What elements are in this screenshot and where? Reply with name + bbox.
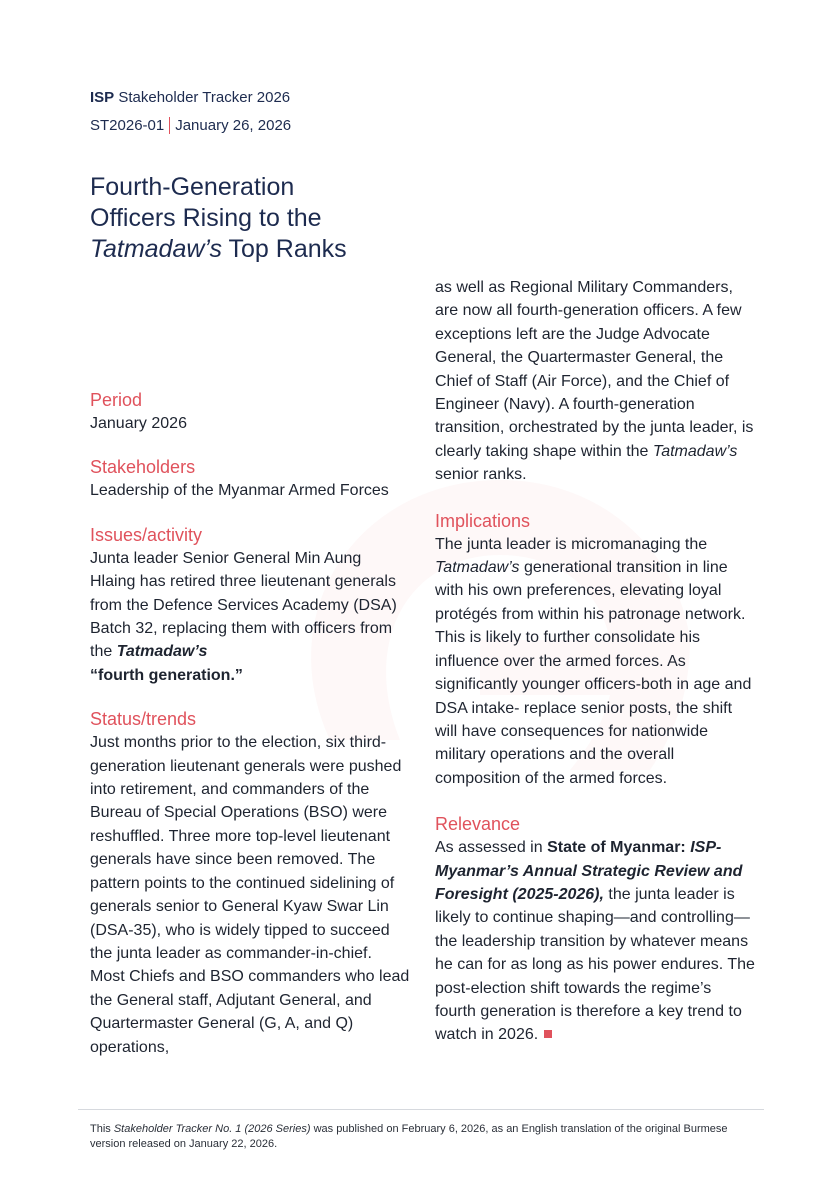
- relevance-text: [435, 836, 755, 1047]
- issues-fourth-generation: “fourth generation.”: [90, 666, 243, 684]
- footer-publication: Stakeholder Tracker No. 1 (2026 Series): [113, 1123, 311, 1135]
- period-text: January 2026: [90, 415, 187, 432]
- isp-brand: ISP: [90, 89, 115, 106]
- relevance-heading: Relevance: [435, 814, 521, 835]
- tracker-series-label: [90, 89, 290, 106]
- implications-text-start: The junta leader is micromanaging the: [435, 535, 708, 553]
- status-continued-end: senior ranks.: [435, 466, 527, 484]
- implications-heading: Implications: [435, 510, 531, 531]
- issues-heading: Issues/activity: [90, 524, 203, 545]
- implications-text-rest: generational transition in line with his own preferences, elevating loyal protégés from within his patronage network. This is likely to further consolidate his influence over the armed forces. As significantly younger officers-both in age and DSA intake- replace senior posts, the shift will have consequences for nationwide military operations and the overall composition of the armed forces.: [435, 559, 752, 787]
- issues-text-main: Junta leader Senior General Min Aung Hlaing has retired three lieutenant generals from the Defence Services Academy (DSA) Batch 32, replacing them with officers from the: [90, 549, 397, 661]
- page-title: [90, 172, 420, 265]
- title-rest: Top Ranks: [222, 235, 347, 263]
- period-heading: Period: [90, 390, 143, 410]
- footer-text-rest: was published on February 6, 2026, as an English translation of the original Burmese version released on January 22, 2026.: [90, 1123, 728, 1150]
- footer-note: [90, 1122, 750, 1151]
- implications-text: [435, 533, 755, 790]
- title-line-2: Officers Rising to the: [90, 204, 322, 232]
- relevance-text-start: As assessed in: [435, 839, 548, 857]
- status-text-continued: [435, 276, 755, 487]
- stakeholders-text: Leadership of the Myanmar Armed Forces: [90, 482, 389, 500]
- footer-divider: [78, 1109, 764, 1110]
- doc-id: ST2026-01: [90, 117, 165, 134]
- relevance-report-subtitle: ISP-Myanmar’s Annual Strategic Review and Foresight (2025-2026),: [435, 839, 743, 903]
- issues-tatmadaw: Tatmadaw’s: [116, 643, 208, 661]
- header-separator: [169, 117, 170, 134]
- right-column: [435, 276, 755, 1047]
- stakeholders-heading: Stakeholders: [90, 457, 196, 478]
- left-column: [90, 388, 410, 1059]
- series-name: Stakeholder Tracker 2026: [118, 89, 291, 106]
- footer-text-start: This: [90, 1123, 114, 1135]
- status-text: Just months prior to the election, six third-generation lieutenant generals were pushed into retirement, and commanders of the Bureau of Special Operations (BSO) were reshuffled. Three more top-level lieutenant generals have since been removed. The pattern points to the continued sidelining of generals senior to General Kyaw Swar Lin (DSA-35), who is widely tipped to succeed the junta leader as commander-in-chief. Most Chiefs and BSO commanders who lead the General staff, Adjutant General, and Quartermaster General (G, A, and Q) operations,: [90, 734, 410, 1056]
- end-mark-icon: [544, 1030, 552, 1038]
- status-continued-tatmadaw: Tatmadaw’s: [652, 442, 738, 460]
- relevance-report-title: State of Myanmar:: [547, 839, 686, 857]
- status-continued-main: as well as Regional Military Commanders, are now all fourth-generation officers. A few exceptions left are the Judge Advocate General, the Quartermaster General, the Chief of Staff (Air Force), and the Chief of Engineer (Navy). A fourth-generation transition, orchestrated by the junta leader, is clearly taking shape within the: [435, 279, 754, 460]
- status-heading: Status/trends: [90, 709, 197, 730]
- title-line-3: [90, 234, 420, 265]
- title-line-1: Fourth-Generation: [90, 173, 295, 201]
- doc-id-line: [90, 117, 291, 134]
- relevance-text-rest: the junta leader is likely to continue shaping—and controlling—the leadership transition by whatever means he can for as long as his power endures. The post-election shift towards the regime’s fourth generation is therefore a key trend to watch in 2026.: [435, 885, 755, 1044]
- implications-tatmadaw: Tatmadaw’s: [435, 559, 520, 577]
- title-italic: Tatmadaw’s: [90, 235, 223, 263]
- doc-date: January 26, 2026: [175, 117, 292, 134]
- issues-text: [90, 547, 410, 687]
